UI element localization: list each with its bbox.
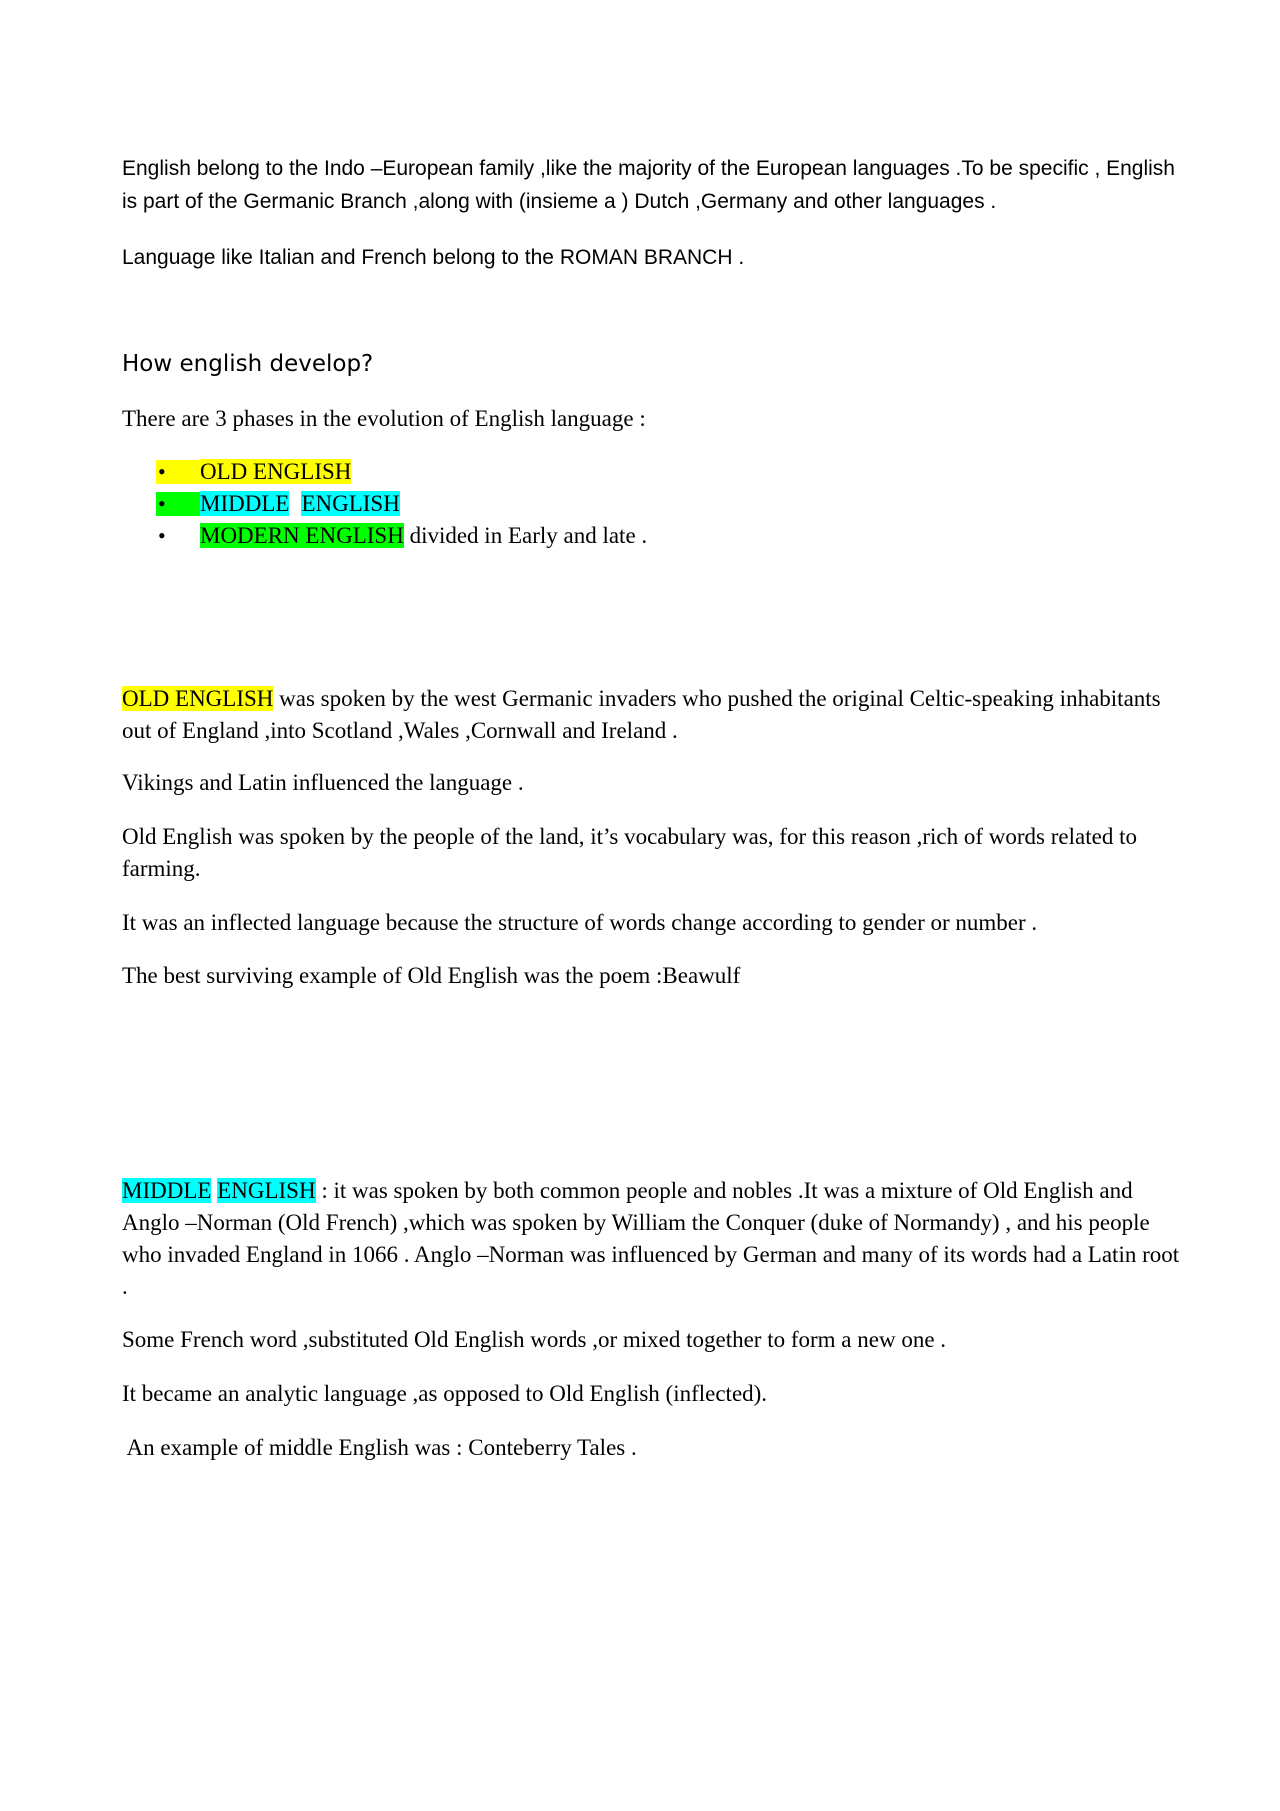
phase-modern-english: MODERN ENGLISH bbox=[200, 523, 404, 548]
bullet-icon: • bbox=[158, 491, 166, 516]
old-english-p1-text: was spoken by the west Germanic invaders who pushed the original Celtic-speaking inhabitants out of England ,into Scotland ,Wales ,Cornwall and Ireland . bbox=[122, 686, 1161, 743]
phase-old-english: OLD ENGLISH bbox=[200, 459, 352, 484]
old-english-paragraph-1 bbox=[122, 683, 1182, 747]
section-heading: How english develop? bbox=[122, 351, 374, 377]
middle-term: MIDDLE bbox=[122, 1178, 212, 1203]
old-english-paragraph-4: It was an inflected language because the structure of words change according to gender or number . bbox=[122, 910, 1038, 935]
old-english-paragraph-3: Old English was spoken by the people of the land, it’s vocabulary was, for this reason ,rich of words related to farming. bbox=[122, 824, 1137, 881]
middle-english-paragraph-1 bbox=[122, 1175, 1182, 1303]
intro-paragraph-2: Language like Italian and French belong to the ROMAN BRANCH . bbox=[122, 246, 745, 269]
middle-english-paragraph-4: An example of middle English was : Conteberry Tales . bbox=[122, 1435, 637, 1460]
old-english-paragraph-2: Vikings and Latin influenced the language . bbox=[122, 770, 524, 795]
old-english-paragraph-5: The best surviving example of Old English was the poem :Beawulf bbox=[122, 963, 741, 988]
middle-english-p1-text: : it was spoken by both common people and nobles .It was a mixture of Old English and Anglo –Norman (Old French) ,which was spoken by William the Conquer (duke of Normandy) , and his people who invaded England in 1066 . Anglo –Norman was influenced by German and many of its words had a Latin root . bbox=[122, 1178, 1180, 1299]
middle-english-paragraph-2: Some French word ,substituted Old English words ,or mixed together to form a new one . bbox=[122, 1327, 947, 1352]
bullet-icon: • bbox=[158, 523, 166, 548]
phase-modern-suffix: divided in Early and late . bbox=[403, 523, 648, 548]
middle-english-term: ENGLISH bbox=[217, 1178, 316, 1203]
middle-english-paragraph-3: It became an analytic language ,as opposed to Old English (inflected). bbox=[122, 1381, 768, 1406]
bullet-icon: • bbox=[158, 459, 166, 484]
intro-paragraph-1: English belong to the Indo –European family ,like the majority of the European languages .To be specific , English is part of the Germanic Branch ,along with (insieme a ) Dutch ,Germany and other languages . bbox=[122, 157, 1175, 213]
old-english-term: OLD ENGLISH bbox=[122, 686, 274, 711]
phase-middle: MIDDLE bbox=[200, 491, 290, 516]
phase-middle-english: ENGLISH bbox=[301, 491, 400, 516]
phases-intro: There are 3 phases in the evolution of English language : bbox=[122, 406, 646, 431]
